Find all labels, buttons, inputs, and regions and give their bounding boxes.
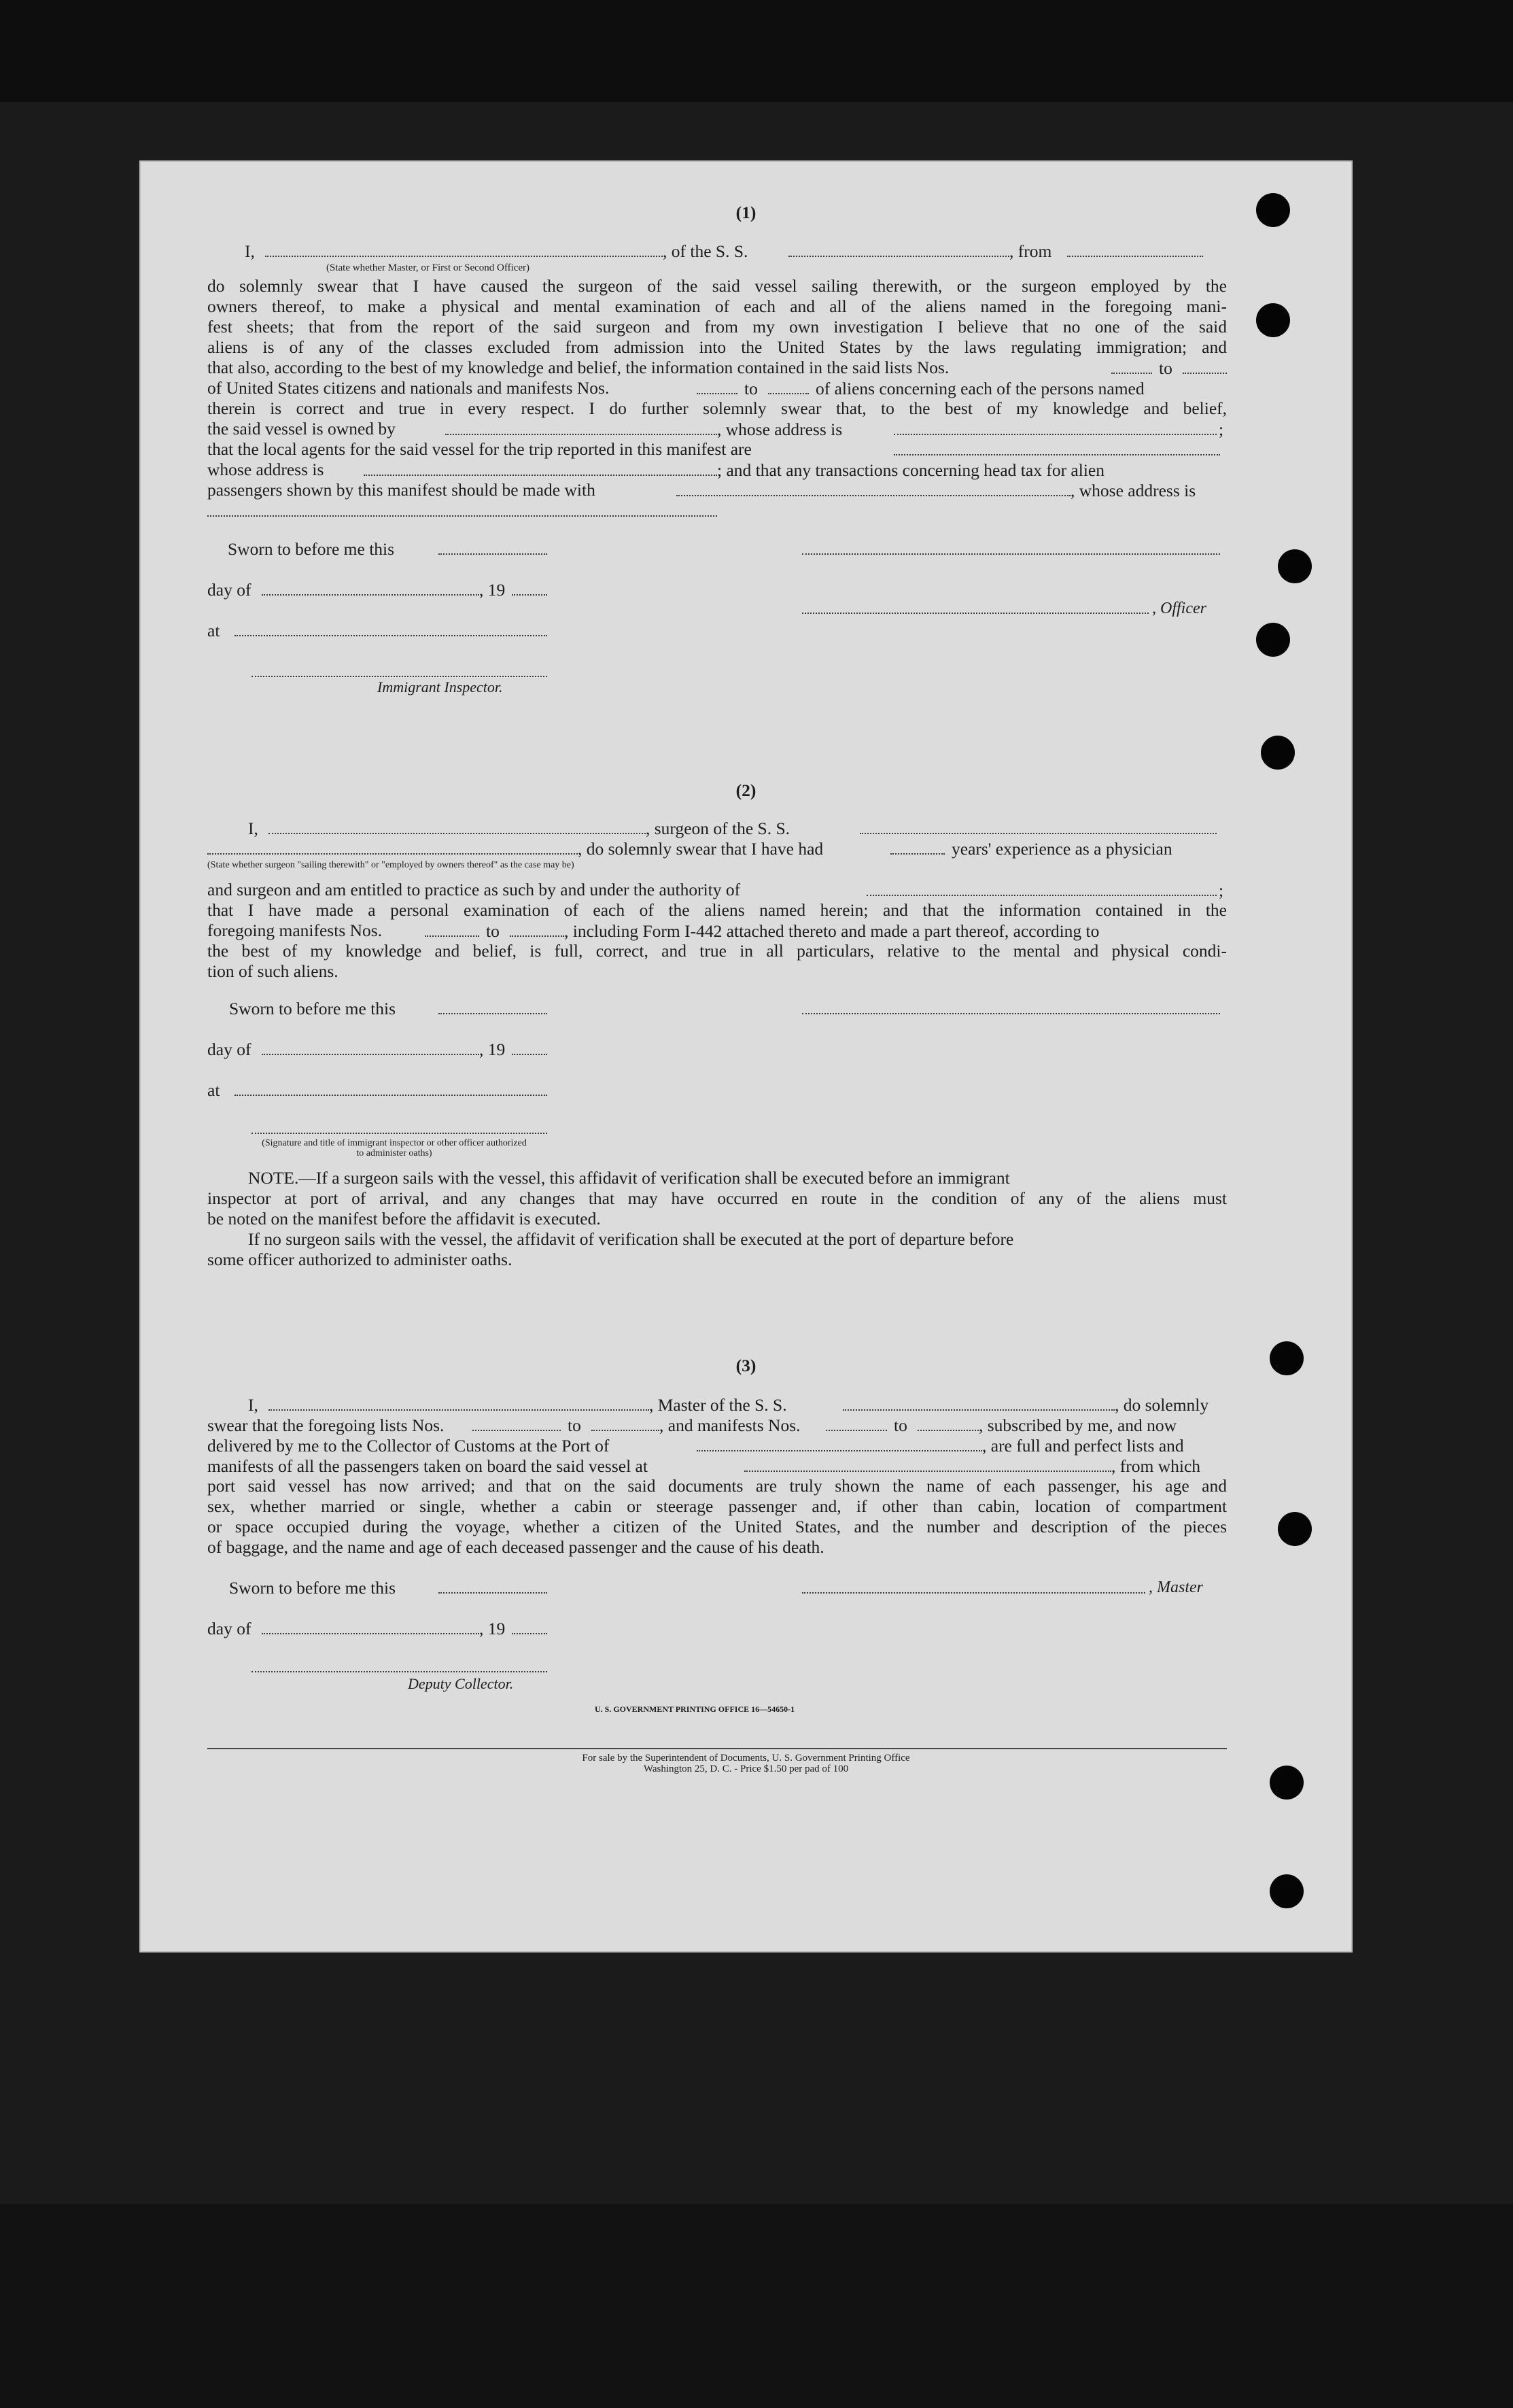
- s1-agents-address-field[interactable]: [364, 475, 717, 476]
- s2-years-experience: years' experience as a physician: [952, 839, 1172, 859]
- s1-inspector-label: Immigrant Inspector.: [377, 678, 503, 695]
- s2-to: to: [486, 921, 500, 941]
- s3-collector-signature-field[interactable]: [251, 1671, 547, 1672]
- s1-lists-from-field[interactable]: [1111, 373, 1152, 374]
- s2-note-4: If no surgeon sails with the vessel, the affidavit of verification shall be executed at the port of departure before: [248, 1229, 1014, 1249]
- s2-surgeon-status-field[interactable]: [207, 853, 578, 855]
- s1-nineteen: , 19: [479, 580, 506, 600]
- s3-l2b: to: [568, 1415, 581, 1435]
- s1-manifests-to-field[interactable]: [768, 393, 809, 394]
- scan-border-bottom: [0, 2204, 1513, 2408]
- s3-month-field[interactable]: [262, 1633, 479, 1634]
- s2-solemnly-swear: , do solemnly swear that I have had: [578, 839, 824, 859]
- s1-owner-address-field[interactable]: [894, 434, 1217, 435]
- s1-body-7: therein is correct and true in every respect. I do further solemnly swear that, to the best of my knowledge and belief,: [207, 398, 1227, 418]
- s3-master-of-ss: , Master of the S. S.: [649, 1395, 787, 1415]
- s3-l2d: to: [894, 1415, 907, 1435]
- s3-l3b: , are full and perfect lists and: [982, 1436, 1184, 1456]
- s3-i: I,: [248, 1395, 258, 1415]
- s2-body-2: that I have made a personal examination of each of the aliens named herein; and that the information contained in the: [207, 900, 1227, 920]
- s1-body-1: do solemnly swear that I have caused the surgeon of the said vessel sailing therewith, or the surgeon employed by the: [207, 276, 1227, 296]
- s2-note-2: inspector at port of arrival, and any changes that may have occurred en route in the condition of any of the aliens must: [207, 1188, 1227, 1208]
- s1-semicolon: ;: [1219, 419, 1224, 439]
- s3-nineteen: , 19: [479, 1619, 506, 1638]
- s3-l7: or space occupied during the voyage, whether a citizen of the United States, and the number and description of the pieces: [207, 1517, 1227, 1536]
- manifest-verification-page: [139, 160, 1353, 1953]
- punch-hole: [1270, 1341, 1304, 1375]
- s2-note-5: some officer authorized to administer oaths.: [207, 1250, 512, 1269]
- s2-vessel-field[interactable]: [860, 833, 1217, 834]
- s1-sworn: Sworn to before me this: [228, 539, 395, 559]
- s2-manifests-from-field[interactable]: [425, 935, 479, 937]
- s1-to-1: to: [1159, 358, 1172, 378]
- s2-surgeon-of-ss: , surgeon of the S. S.: [646, 819, 790, 838]
- s2-month-field[interactable]: [262, 1054, 479, 1055]
- footer-rule: [207, 1748, 1227, 1749]
- s2-inspector-signature-field[interactable]: [251, 1133, 547, 1134]
- s1-inspector-signature-field[interactable]: [251, 676, 547, 677]
- s1-i: I,: [245, 241, 255, 261]
- punch-hole: [1256, 623, 1290, 657]
- s2-authority-field[interactable]: [867, 895, 1217, 896]
- s2-note-1: NOTE.—If a surgeon sails with the vessel, this affidavit of verification shall be executed before an immigrant: [248, 1168, 1010, 1188]
- s1-at: at: [207, 621, 220, 640]
- s1-sworn-day-field[interactable]: [438, 553, 547, 555]
- s3-year-field[interactable]: [512, 1633, 547, 1634]
- s1-body-6: of United States citizens and nationals and manifests Nos.: [207, 378, 610, 398]
- s1-agents-field[interactable]: [894, 454, 1220, 455]
- punch-hole: [1256, 303, 1290, 337]
- s1-manifests-from-field[interactable]: [697, 393, 737, 394]
- s1-day-of: day of: [207, 580, 251, 600]
- s2-surgeon-signature-field[interactable]: [802, 1013, 1220, 1014]
- s2-body-3c: , including Form I-442 attached thereto and made a part thereof, according to: [564, 921, 1100, 941]
- s3-deputy-label: Deputy Collector.: [408, 1675, 514, 1692]
- s2-sworn-day-field[interactable]: [438, 1013, 547, 1014]
- punch-hole: [1278, 549, 1312, 583]
- s2-note-3: be noted on the manifest before the affidavit is executed.: [207, 1209, 601, 1228]
- s1-year-field[interactable]: [512, 594, 547, 596]
- s1-owner-address-label: , whose address is: [717, 419, 843, 439]
- s1-head-tax-agent-field[interactable]: [676, 495, 1071, 496]
- s3-l2e: , subscribed by me, and now: [979, 1415, 1177, 1435]
- s3-do-solemnly: , do solemnly: [1115, 1395, 1209, 1415]
- s3-sworn: Sworn to before me this: [229, 1578, 396, 1598]
- s2-manifests-to-field[interactable]: [510, 935, 564, 937]
- s1-master-note: (State whether Master, or First or Second Officer): [326, 262, 530, 273]
- s2-body-5: tion of such aliens.: [207, 961, 338, 981]
- s3-lists-from-field[interactable]: [472, 1430, 561, 1431]
- section-3-heading: (3): [735, 1356, 756, 1375]
- s1-vessel-field[interactable]: [788, 256, 1009, 257]
- s3-l8: of baggage, and the name and age of each deceased passenger and the cause of his death.: [207, 1537, 824, 1557]
- s1-address-end: , whose address is: [1071, 481, 1196, 500]
- s3-departure-port-field[interactable]: [744, 1470, 1111, 1472]
- gpo-imprint: U. S. GOVERNMENT PRINTING OFFICE 16—54650-1: [595, 1704, 795, 1714]
- s1-from: , from: [1009, 241, 1052, 261]
- s3-l3a: delivered by me to the Collector of Customs at the Port of: [207, 1436, 610, 1456]
- s2-day-of: day of: [207, 1039, 251, 1059]
- s2-sworn: Sworn to before me this: [229, 999, 396, 1018]
- scan-border-top: [0, 0, 1513, 102]
- s2-years-field[interactable]: [890, 853, 945, 855]
- sale-line-1: For sale by the Superintendent of Documents, U. S. Government Printing Office: [582, 1753, 910, 1764]
- s2-surgeon-name-field[interactable]: [268, 833, 646, 834]
- s1-body-2: owners thereof, to make a physical and mental examination of each and all of the aliens named in the foregoing mani-: [207, 296, 1227, 316]
- s1-head-tax-address-field[interactable]: [207, 515, 717, 517]
- s2-nineteen: , 19: [479, 1039, 506, 1059]
- s3-master-label: , Master: [1149, 1579, 1203, 1596]
- s1-head-tax: ; and that any transactions concerning head tax for alien: [717, 460, 1105, 480]
- s1-body-4: aliens is of any of the classes excluded from admission into the United States by the laws regulating immigration; and: [207, 337, 1227, 357]
- s3-l4b: , from which: [1111, 1456, 1201, 1476]
- s2-i: I,: [248, 819, 258, 838]
- s3-l2c: , and manifests Nos.: [659, 1415, 801, 1435]
- s3-l4a: manifests of all the passengers taken on board the said vessel at: [207, 1456, 648, 1476]
- s2-body-3a: foregoing manifests Nos.: [207, 921, 383, 940]
- s3-manifests-to-field[interactable]: [918, 1430, 979, 1431]
- s1-from-field[interactable]: [1067, 256, 1203, 257]
- s2-semicolon: ;: [1219, 880, 1224, 900]
- s1-body-3: fest sheets; that from the report of the said surgeon and from my own investigation I believe that no one of the said: [207, 317, 1227, 337]
- s3-manifests-from-field[interactable]: [826, 1430, 887, 1431]
- s2-year-field[interactable]: [512, 1054, 547, 1055]
- s2-at: at: [207, 1080, 220, 1100]
- sale-line-2: Washington 25, D. C. - Price $1.50 per pad of 100: [643, 1764, 849, 1774]
- punch-hole: [1261, 736, 1295, 770]
- s1-of-ss: , of the S. S.: [663, 241, 748, 261]
- punch-hole: [1270, 1874, 1304, 1908]
- section-2-heading: (2): [735, 780, 756, 800]
- s3-master-name-field[interactable]: [268, 1409, 649, 1411]
- s1-body-9: that the local agents for the said vessel for the trip reported in this manifest are: [207, 439, 752, 459]
- s2-signature-note: (Signature and title of immigrant inspector or other officer authorized to administer oaths): [262, 1138, 527, 1158]
- punch-hole: [1270, 1766, 1304, 1800]
- s1-month-field[interactable]: [262, 594, 479, 596]
- s1-at-field[interactable]: [234, 635, 547, 636]
- punch-hole: [1256, 193, 1290, 227]
- s1-to-2: to: [744, 379, 758, 398]
- s1-owner-field[interactable]: [445, 434, 717, 435]
- s1-body-8: the said vessel is owned by: [207, 419, 396, 438]
- s3-sworn-day-field[interactable]: [438, 1592, 547, 1594]
- s3-port-field[interactable]: [697, 1450, 982, 1451]
- s3-master-signature-field[interactable]: [802, 1592, 1145, 1594]
- s2-surgeon-note: (State whether surgeon "sailing therewith" or "employed by owners thereof" as the case may be): [207, 860, 574, 870]
- s1-aliens-concerning: of aliens concerning each of the persons named: [816, 379, 1145, 398]
- s3-vessel-field[interactable]: [843, 1409, 1115, 1411]
- s1-officer-label: , Officer: [1152, 600, 1206, 617]
- s1-officer-name-field[interactable]: [265, 256, 663, 257]
- s1-body-5: that also, according to the best of my knowledge and belief, the information contained in the said lists Nos.: [207, 358, 950, 377]
- s3-l2a: swear that the foregoing lists Nos.: [207, 1415, 445, 1435]
- s3-lists-to-field[interactable]: [591, 1430, 659, 1431]
- s2-at-field[interactable]: [234, 1095, 547, 1096]
- section-1-heading: (1): [735, 203, 756, 222]
- s1-officer-title-field[interactable]: [802, 613, 1149, 614]
- s1-body-10: whose address is: [207, 460, 324, 479]
- s1-body-11: passengers shown by this manifest should be made with: [207, 480, 595, 500]
- punch-hole: [1278, 1512, 1312, 1546]
- s3-day-of: day of: [207, 1619, 251, 1638]
- s3-l5: port said vessel has now arrived; and that on the said documents are truly shown the name of each passenger, his age and: [207, 1476, 1227, 1496]
- s2-body-1: and surgeon and am entitled to practice as such by and under the authority of: [207, 880, 741, 899]
- s1-officer-signature-field[interactable]: [802, 553, 1220, 555]
- s3-l6: sex, whether married or single, whether a cabin or steerage passenger and, if other than cabin, location of compartment: [207, 1496, 1227, 1516]
- s1-lists-to-field[interactable]: [1183, 373, 1227, 374]
- s2-body-4: the best of my knowledge and belief, is full, correct, and true in all particulars, relative to the mental and physical condi-: [207, 941, 1227, 961]
